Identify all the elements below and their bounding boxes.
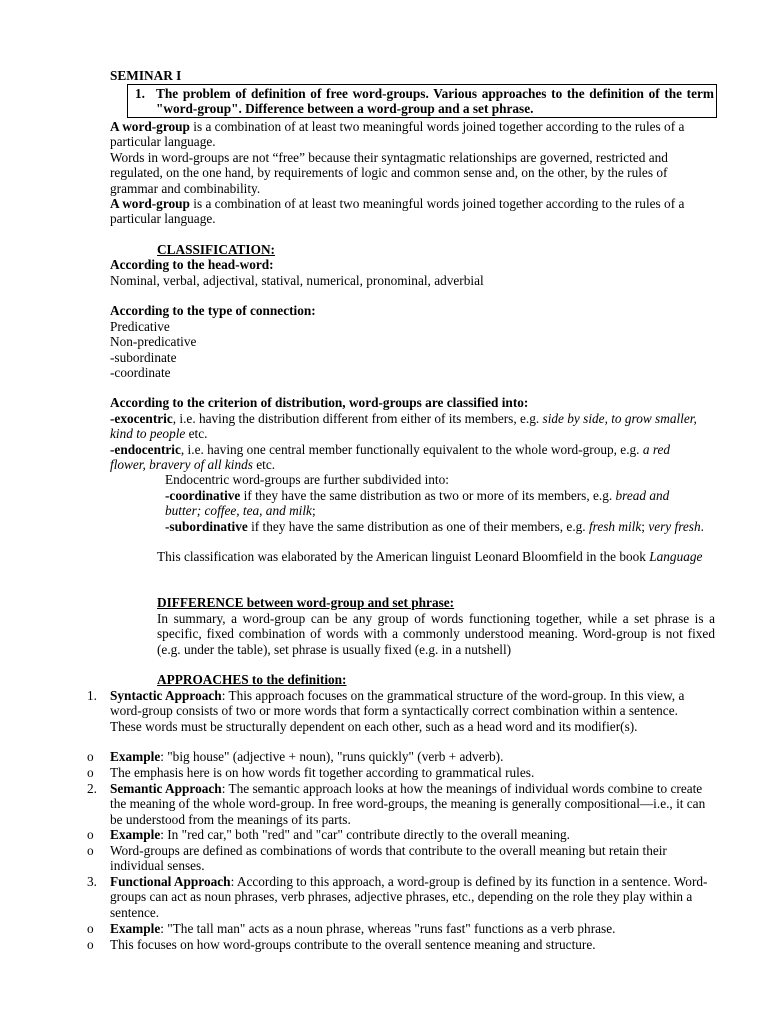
list-bullet: o — [87, 937, 94, 952]
list-bullet: o — [87, 921, 94, 936]
semantic-approach-item: Semantic Approach: The semantic approach looks at how the meanings of individual words combine to create the meaning of the whole word-group. In free word-groups, the meaning is generally compositional—i.e., it can be understood from the meanings of its parts. — [110, 781, 706, 827]
classification-heading: CLASSIFICATION: — [157, 242, 275, 257]
functional-example-item: Example: "The tall man" acts as a noun phrase, whereas "runs fast" functions as a verb phrase. — [110, 921, 616, 936]
list-bullet: o — [87, 843, 94, 858]
connection-item: Predicative — [110, 319, 170, 334]
list-bullet: o — [87, 827, 94, 842]
difference-heading: DIFFERENCE between word-group and set phrase: — [157, 595, 455, 610]
semantic-definition-item: Word-groups are defined as combinations of words that contribute to the overall meaning but retain their individual senses. — [110, 843, 667, 874]
seminar-title: SEMINAR I — [110, 68, 182, 83]
question-number: 1. — [135, 86, 145, 101]
distribution-heading: According to the criterion of distribution, word-groups are classified into: — [110, 395, 529, 410]
question-box — [127, 84, 717, 118]
list-bullet: o — [87, 765, 94, 780]
definition-paragraph-2: A word-group is a combination of at least two meaningful words joined together according to the rules of a particular language. — [110, 196, 685, 227]
syntactic-example-item: Example: "big house" (adjective + noun), "runs quickly" (verb + adverb). — [110, 749, 504, 764]
connection-item: -coordinate — [110, 365, 171, 380]
syntactic-approach-item: Syntactic Approach: This approach focuses on the grammatical structure of the word-group. In this view, a word-group consists of two or more words that form a syntactically correct combination within a sentence. These words must be structurally dependent on each other, such as a head word and its modifier(s). — [110, 688, 685, 734]
head-word-heading: According to the head-word: — [110, 257, 274, 272]
approaches-heading: APPROACHES to the definition: — [157, 672, 347, 687]
list-bullet: o — [87, 749, 94, 764]
head-word-list: Nominal, verbal, adjectival, statival, numerical, pronominal, adverbial — [110, 273, 484, 288]
endocentric-subdivision-intro: Endocentric word-groups are further subdivided into: — [165, 472, 449, 487]
question-text: The problem of definition of free word-groups. Various approaches to the definition of the term "word-group". Difference between a word-group and a set phrase. — [156, 86, 714, 117]
connection-item: Non-predicative — [110, 334, 197, 349]
semantic-example-item: Example: In "red car," both "red" and "car" contribute directly to the overall meaning. — [110, 827, 570, 842]
subordinative-paragraph: -subordinative if they have the same distribution as one of their members, e.g. fresh milk; very fresh. — [165, 519, 704, 534]
coordinative-paragraph: -coordinative if they have the same distribution as two or more of its members, e.g. bread and butter; coffee, tea, and milk; — [165, 488, 670, 519]
exocentric-paragraph: -exocentric, i.e. having the distribution different from either of its members, e.g. side by side, to grow smaller, kind to people etc. — [110, 411, 697, 442]
syntactic-emphasis-item: The emphasis here is on how words fit together according to grammatical rules. — [110, 765, 535, 780]
list-number: 3. — [87, 874, 97, 889]
bloomfield-paragraph: This classification was elaborated by the American linguist Leonard Bloomfield in the book Language — [157, 549, 703, 564]
functional-focus-item: This focuses on how word-groups contribute to the overall sentence meaning and structure. — [110, 937, 596, 952]
difference-paragraph: In summary, a word-group can be any group of words functioning together, while a set phrase is a specific, fixed combination of words with a commonly understood meaning. Word-group is not fixed (e.g. under the table), set phrase is usually fixed (e.g. in a nutshell) — [157, 611, 715, 657]
words-not-free-paragraph: Words in word-groups are not “free” because their syntagmatic relationships are governed, restricted and regulated, on the one hand, by requirements of logic and common sense and, on the other, by the rules of grammar and combinability. — [110, 150, 668, 196]
connection-heading: According to the type of connection: — [110, 303, 316, 318]
functional-approach-item: Functional Approach: According to this approach, a word-group is defined by its function in a sentence. Word-groups can act as noun phrases, verb phrases, adjective phrases, etc., depending on the role they play within a sentence. — [110, 874, 708, 920]
definition-paragraph-1: A word-group is a combination of at least two meaningful words joined together according to the rules of a particular language. — [110, 119, 685, 150]
list-number: 2. — [87, 781, 97, 796]
connection-item: -subordinate — [110, 350, 177, 365]
list-number: 1. — [87, 688, 97, 703]
endocentric-paragraph: -endocentric, i.e. having one central member functionally equivalent to the whole word-group, e.g. a red flower, bravery of all kinds etc. — [110, 442, 671, 473]
